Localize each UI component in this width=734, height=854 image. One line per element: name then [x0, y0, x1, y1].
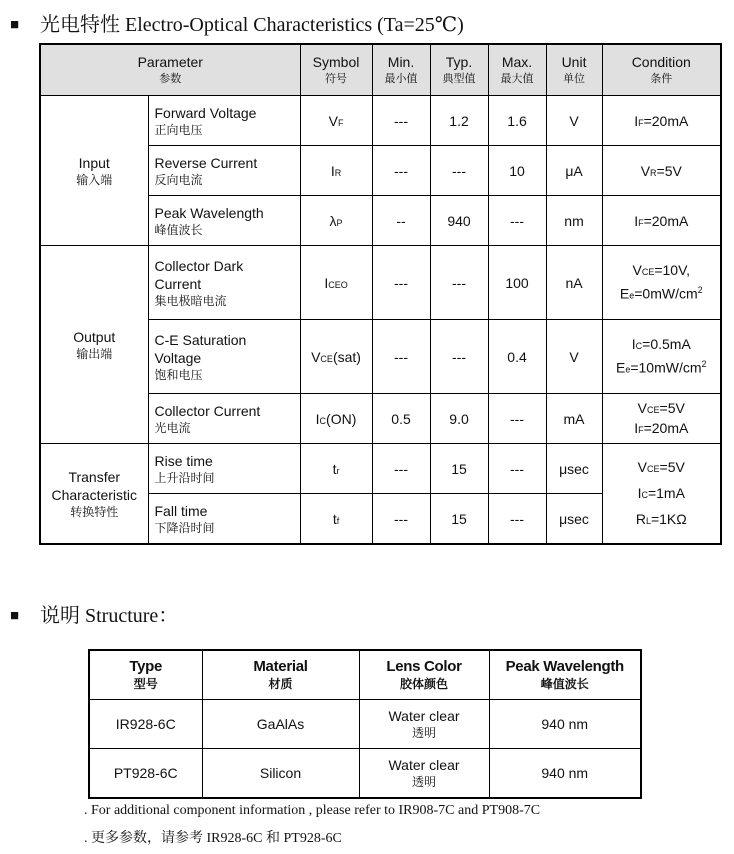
- symbol-cell: ICEO: [300, 246, 372, 320]
- param-cell: Rise time 上升沿时间: [148, 444, 300, 494]
- param-cell: Collector Current 光电流: [148, 394, 300, 444]
- unit-cell: μsec: [546, 494, 602, 545]
- param-cell: Collector Dark Current 集电极暗电流: [148, 246, 300, 320]
- max-cell: 0.4: [488, 320, 546, 394]
- section2-title: 说明 Structure：: [40, 605, 179, 627]
- note-line-cn: . 更多参数，请参考 IR928-6C 和 PT928-6C: [84, 831, 342, 846]
- max-cell: 1.6: [488, 96, 546, 146]
- min-cell: ---: [372, 444, 430, 494]
- type-cell: IR928-6C: [89, 700, 202, 749]
- electro-optical-table: [39, 43, 722, 545]
- unit-cell: mA: [546, 394, 602, 444]
- max-cell: 100: [488, 246, 546, 320]
- header-typ: Typ. 典型值: [430, 44, 488, 96]
- unit-cell: V: [546, 320, 602, 394]
- header-parameter: Parameter 参数: [40, 44, 300, 96]
- typ-cell: 15: [430, 494, 488, 545]
- unit-cell: μA: [546, 146, 602, 196]
- header-material: Material 材质: [202, 650, 359, 700]
- group-input: Input 输入端: [40, 96, 148, 246]
- header-symbol: Symbol 符号: [300, 44, 372, 96]
- section1-heading: [10, 8, 464, 37]
- lens-color-cell: Water clear 透明: [359, 749, 489, 799]
- max-cell: 10: [488, 146, 546, 196]
- typ-cell: 15: [430, 444, 488, 494]
- typ-cell: ---: [430, 320, 488, 394]
- table-header-row: [40, 44, 721, 96]
- param-cell: Fall time 下降沿时间: [148, 494, 300, 545]
- condition-cell: VCE=10V, $Ee=0mW/cm^2$: [602, 246, 721, 320]
- group-transfer: Transfer Characteristic 转换特性: [40, 444, 148, 545]
- table-header-row: [89, 650, 641, 700]
- min-cell: ---: [372, 146, 430, 196]
- header-min: Min. 最小值: [372, 44, 430, 96]
- symbol-cell: tf: [300, 494, 372, 545]
- param-cell: Reverse Current 反向电流: [148, 146, 300, 196]
- header-type: Type 型号: [89, 650, 202, 700]
- bullet-square-icon: ■: [10, 17, 20, 33]
- unit-cell: nm: [546, 196, 602, 246]
- header-peak-wavelength: Peak Wavelength 峰值波长: [489, 650, 641, 700]
- material-cell: GaAlAs: [202, 700, 359, 749]
- note-line-en: . For additional component information , please refer to IR908-7C and PT908-7C: [84, 803, 541, 818]
- header-lens-color: Lens Color 胶体颜色: [359, 650, 489, 700]
- min-cell: 0.5: [372, 394, 430, 444]
- condition-cell: IF=20mA: [602, 196, 721, 246]
- bullet-square-icon: ■: [10, 608, 20, 624]
- min-cell: ---: [372, 494, 430, 545]
- param-cell: C-E Saturation Voltage 饱和电压: [148, 320, 300, 394]
- max-cell: ---: [488, 196, 546, 246]
- unit-cell: μsec: [546, 444, 602, 494]
- table-row: [40, 444, 721, 494]
- section1-title: 光电特性 Electro-Optical Characteristics (Ta=25℃): [40, 14, 464, 36]
- min-cell: --: [372, 196, 430, 246]
- typ-cell: 9.0: [430, 394, 488, 444]
- max-cell: ---: [488, 444, 546, 494]
- min-cell: ---: [372, 246, 430, 320]
- condition-cell: VCE=5V IC=1mA RL=1KΩ: [602, 444, 721, 545]
- param-cell: Peak Wavelength 峰值波长: [148, 196, 300, 246]
- unit-cell: nA: [546, 246, 602, 320]
- section2-heading: [10, 599, 178, 628]
- header-max: Max. 最大值: [488, 44, 546, 96]
- table-row: [40, 96, 721, 146]
- symbol-cell: IR: [300, 146, 372, 196]
- typ-cell: 940: [430, 196, 488, 246]
- typ-cell: ---: [430, 146, 488, 196]
- material-cell: Silicon: [202, 749, 359, 799]
- lens-color-cell: Water clear 透明: [359, 700, 489, 749]
- min-cell: ---: [372, 320, 430, 394]
- group-output: Output 输出端: [40, 246, 148, 444]
- symbol-cell: λP: [300, 196, 372, 246]
- typ-cell: 1.2: [430, 96, 488, 146]
- header-unit: Unit 单位: [546, 44, 602, 96]
- max-cell: ---: [488, 394, 546, 444]
- symbol-cell: IC(ON): [300, 394, 372, 444]
- condition-cell: IF=20mA: [602, 96, 721, 146]
- header-condition: Condition 条件: [602, 44, 721, 96]
- table-row: [40, 246, 721, 320]
- table-row: [89, 749, 641, 799]
- structure-table: [88, 649, 642, 799]
- unit-cell: V: [546, 96, 602, 146]
- param-cell: Forward Voltage 正向电压: [148, 96, 300, 146]
- type-cell: PT928-6C: [89, 749, 202, 799]
- table-row: [89, 700, 641, 749]
- max-cell: ---: [488, 494, 546, 545]
- min-cell: ---: [372, 96, 430, 146]
- condition-cell: VR=5V: [602, 146, 721, 196]
- symbol-cell: VCE(sat): [300, 320, 372, 394]
- condition-cell: IC=0.5mA $Ee=10mW/cm^2$: [602, 320, 721, 394]
- symbol-cell: VF: [300, 96, 372, 146]
- peak-cell: 940 nm: [489, 749, 641, 799]
- symbol-cell: tr: [300, 444, 372, 494]
- typ-cell: ---: [430, 246, 488, 320]
- peak-cell: 940 nm: [489, 700, 641, 749]
- condition-cell: VCE=5V IF=20mA: [602, 394, 721, 444]
